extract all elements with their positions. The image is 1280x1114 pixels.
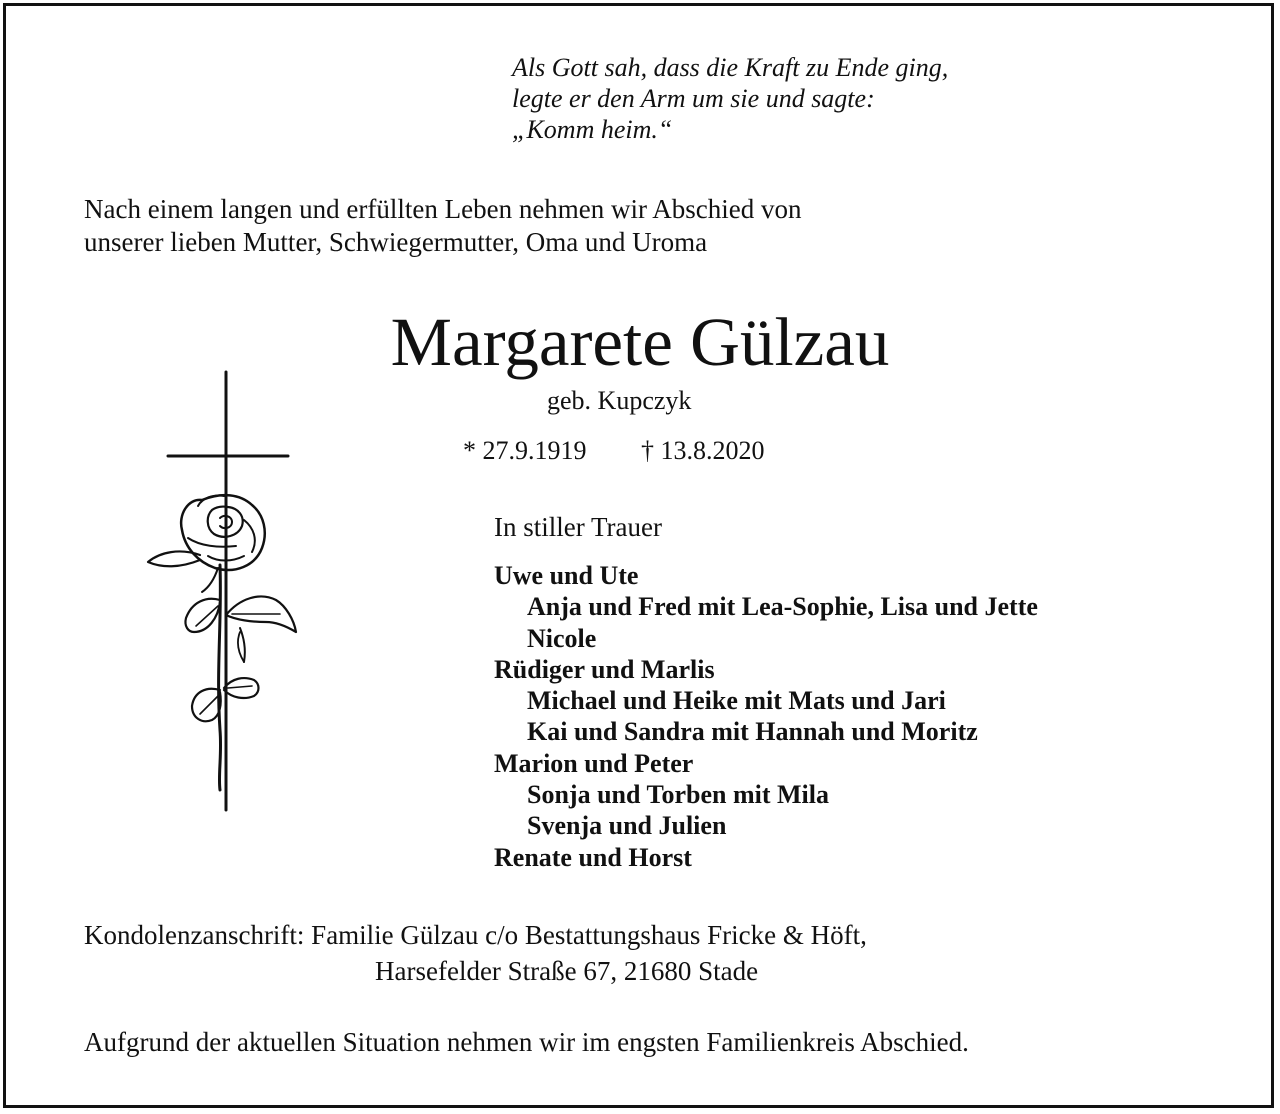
family-member: Anja und Fred mit Lea-Sophie, Lisa und Jette [527, 592, 1038, 622]
family-member: Uwe und Ute [494, 561, 639, 590]
epigraph-quote [512, 52, 948, 145]
family-member: Svenja und Julien [527, 811, 727, 841]
family-member: Nicole [527, 623, 597, 653]
death-date: † 13.8.2020 [641, 436, 765, 465]
intro-line: Nach einem langen und erfüllten Leben nehmen wir Abschied von [84, 194, 802, 224]
maiden-name: geb. Kupczyk [547, 386, 692, 415]
quote-line: Als Gott sah, dass die Kraft zu Ende ging, [512, 53, 949, 82]
family-member: Rüdiger und Marlis [494, 654, 715, 684]
closing-note: Aufgrund der aktuellen Situation nehmen wir im engsten Familienkreis Abschied. [84, 1027, 969, 1057]
family-member: Michael und Heike mit Mats und Jari [527, 686, 946, 716]
quote-line: legte er den Arm um sie und sagte: [512, 84, 875, 113]
family-list [494, 560, 1038, 873]
family-member: Marion und Peter [494, 748, 694, 778]
intro-text [84, 193, 802, 259]
cross-with-rose-icon [140, 370, 310, 820]
family-member: Kai und Sandra mit Hannah und Moritz [527, 717, 978, 747]
mourning-heading: In stiller Trauer [494, 512, 662, 542]
condolence-address-line2: Harsefelder Straße 67, 21680 Stade [375, 956, 759, 986]
intro-line: unserer lieben Mutter, Schwiegermutter, Oma und Uroma [84, 227, 708, 257]
condolence-address-line1: Kondolenzanschrift: Familie Gülzau c/o Bestattungshaus Fricke & Höft, [84, 920, 867, 950]
birth-date: * 27.9.1919 [463, 436, 587, 465]
quote-line: „Komm heim.“ [512, 115, 673, 144]
family-member: Sonja und Torben mit Mila [527, 780, 829, 810]
deceased-name: Margarete Gülzau [390, 304, 890, 380]
life-dates [463, 434, 765, 468]
family-member: Renate und Horst [494, 842, 692, 872]
